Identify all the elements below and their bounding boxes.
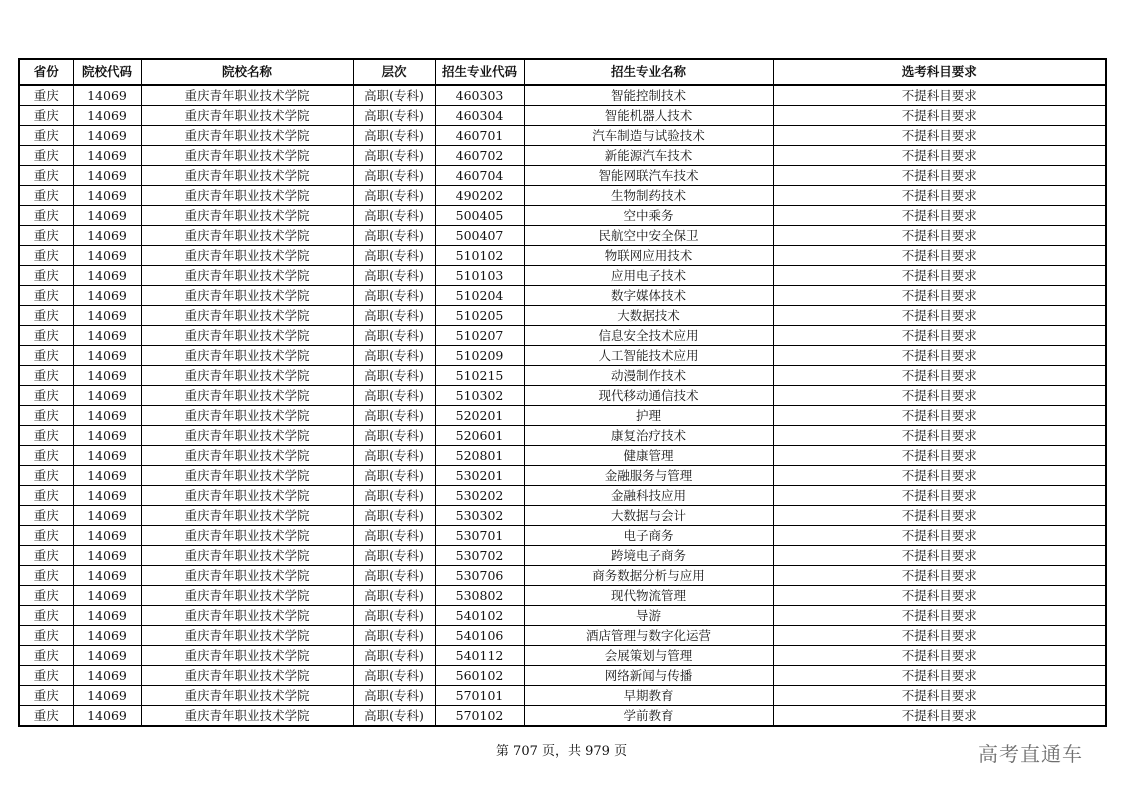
cell-major-name: 动漫制作技术 — [524, 366, 773, 386]
column-header-school-code: 院校代码 — [73, 59, 141, 85]
cell-level: 高职(专科) — [353, 706, 435, 727]
cell-level: 高职(专科) — [353, 266, 435, 286]
column-header-major-name: 招生专业名称 — [524, 59, 773, 85]
cell-major-name: 导游 — [524, 606, 773, 626]
cell-school-name: 重庆青年职业技术学院 — [141, 546, 353, 566]
table-row — [19, 126, 1106, 146]
cell-school-code: 14069 — [73, 486, 141, 506]
cell-major-name: 网络新闻与传播 — [524, 666, 773, 686]
cell-major-name: 金融服务与管理 — [524, 466, 773, 486]
cell-level: 高职(专科) — [353, 85, 435, 106]
cell-school-code: 14069 — [73, 386, 141, 406]
cell-major-name: 大数据与会计 — [524, 506, 773, 526]
cell-major-code: 540112 — [435, 646, 524, 666]
cell-major-name: 智能机器人技术 — [524, 106, 773, 126]
cell-school-code: 14069 — [73, 286, 141, 306]
cell-province: 重庆 — [19, 686, 73, 706]
cell-province: 重庆 — [19, 526, 73, 546]
cell-province: 重庆 — [19, 426, 73, 446]
table-row — [19, 546, 1106, 566]
cell-major-code: 510215 — [435, 366, 524, 386]
cell-major-name: 学前教育 — [524, 706, 773, 727]
cell-subject-requirement: 不提科目要求 — [773, 446, 1106, 466]
cell-province: 重庆 — [19, 706, 73, 727]
column-header-major-code: 招生专业代码 — [435, 59, 524, 85]
cell-school-code: 14069 — [73, 326, 141, 346]
cell-major-name: 汽车制造与试验技术 — [524, 126, 773, 146]
cell-province: 重庆 — [19, 266, 73, 286]
table-row — [19, 606, 1106, 626]
cell-province: 重庆 — [19, 406, 73, 426]
cell-province: 重庆 — [19, 386, 73, 406]
table-row — [19, 186, 1106, 206]
table-row — [19, 646, 1106, 666]
cell-level: 高职(专科) — [353, 126, 435, 146]
cell-level: 高职(专科) — [353, 606, 435, 626]
cell-subject-requirement: 不提科目要求 — [773, 586, 1106, 606]
cell-major-code: 500407 — [435, 226, 524, 246]
table-row — [19, 486, 1106, 506]
cell-province: 重庆 — [19, 166, 73, 186]
cell-province: 重庆 — [19, 466, 73, 486]
table-row — [19, 466, 1106, 486]
cell-province: 重庆 — [19, 646, 73, 666]
header-row — [19, 59, 1106, 85]
cell-school-name: 重庆青年职业技术学院 — [141, 326, 353, 346]
table-row — [19, 446, 1106, 466]
cell-major-name: 物联网应用技术 — [524, 246, 773, 266]
table-row — [19, 426, 1106, 446]
table-row — [19, 626, 1106, 646]
cell-school-name: 重庆青年职业技术学院 — [141, 706, 353, 727]
cell-subject-requirement: 不提科目要求 — [773, 426, 1106, 446]
cell-school-name: 重庆青年职业技术学院 — [141, 206, 353, 226]
cell-school-name: 重庆青年职业技术学院 — [141, 646, 353, 666]
cell-school-code: 14069 — [73, 85, 141, 106]
cell-school-name: 重庆青年职业技术学院 — [141, 386, 353, 406]
cell-school-name: 重庆青年职业技术学院 — [141, 686, 353, 706]
cell-school-name: 重庆青年职业技术学院 — [141, 666, 353, 686]
cell-school-name: 重庆青年职业技术学院 — [141, 166, 353, 186]
cell-school-code: 14069 — [73, 706, 141, 727]
cell-major-name: 生物制药技术 — [524, 186, 773, 206]
cell-major-code: 520601 — [435, 426, 524, 446]
cell-major-name: 早期教育 — [524, 686, 773, 706]
cell-province: 重庆 — [19, 326, 73, 346]
cell-major-code: 510209 — [435, 346, 524, 366]
cell-major-code: 520201 — [435, 406, 524, 426]
cell-level: 高职(专科) — [353, 686, 435, 706]
cell-level: 高职(专科) — [353, 666, 435, 686]
cell-major-code: 510103 — [435, 266, 524, 286]
cell-school-code: 14069 — [73, 206, 141, 226]
cell-major-code: 530706 — [435, 566, 524, 586]
table-row — [19, 266, 1106, 286]
cell-subject-requirement: 不提科目要求 — [773, 126, 1106, 146]
cell-school-code: 14069 — [73, 366, 141, 386]
cell-subject-requirement: 不提科目要求 — [773, 306, 1106, 326]
cell-school-name: 重庆青年职业技术学院 — [141, 446, 353, 466]
cell-subject-requirement: 不提科目要求 — [773, 366, 1106, 386]
cell-province: 重庆 — [19, 306, 73, 326]
cell-subject-requirement: 不提科目要求 — [773, 486, 1106, 506]
cell-subject-requirement: 不提科目要求 — [773, 646, 1106, 666]
cell-level: 高职(专科) — [353, 106, 435, 126]
cell-level: 高职(专科) — [353, 366, 435, 386]
cell-subject-requirement: 不提科目要求 — [773, 346, 1106, 366]
cell-school-code: 14069 — [73, 626, 141, 646]
table-row — [19, 506, 1106, 526]
cell-major-code: 530202 — [435, 486, 524, 506]
cell-major-name: 金融科技应用 — [524, 486, 773, 506]
cell-major-name: 大数据技术 — [524, 306, 773, 326]
cell-province: 重庆 — [19, 446, 73, 466]
cell-major-name: 数字媒体技术 — [524, 286, 773, 306]
cell-school-name: 重庆青年职业技术学院 — [141, 586, 353, 606]
cell-province: 重庆 — [19, 346, 73, 366]
cell-subject-requirement: 不提科目要求 — [773, 506, 1106, 526]
table-row — [19, 326, 1106, 346]
cell-school-code: 14069 — [73, 586, 141, 606]
cell-subject-requirement: 不提科目要求 — [773, 466, 1106, 486]
table-row — [19, 666, 1106, 686]
cell-province: 重庆 — [19, 206, 73, 226]
column-header-subject-requirement: 选考科目要求 — [773, 59, 1106, 85]
cell-major-name: 民航空中安全保卫 — [524, 226, 773, 246]
cell-province: 重庆 — [19, 606, 73, 626]
cell-major-code: 570101 — [435, 686, 524, 706]
table-row — [19, 246, 1106, 266]
cell-level: 高职(专科) — [353, 186, 435, 206]
cell-level: 高职(专科) — [353, 286, 435, 306]
cell-major-name: 酒店管理与数字化运营 — [524, 626, 773, 646]
cell-school-code: 14069 — [73, 506, 141, 526]
cell-subject-requirement: 不提科目要求 — [773, 166, 1106, 186]
admission-table — [18, 58, 1107, 727]
cell-level: 高职(专科) — [353, 146, 435, 166]
cell-school-code: 14069 — [73, 646, 141, 666]
cell-subject-requirement: 不提科目要求 — [773, 286, 1106, 306]
cell-province: 重庆 — [19, 666, 73, 686]
cell-school-code: 14069 — [73, 246, 141, 266]
table-row — [19, 166, 1106, 186]
cell-school-code: 14069 — [73, 526, 141, 546]
cell-province: 重庆 — [19, 586, 73, 606]
cell-subject-requirement: 不提科目要求 — [773, 686, 1106, 706]
cell-major-name: 会展策划与管理 — [524, 646, 773, 666]
cell-province: 重庆 — [19, 566, 73, 586]
page-number: 第 707 页，共 979 页 — [495, 744, 628, 759]
table-row — [19, 566, 1106, 586]
cell-school-name: 重庆青年职业技术学院 — [141, 186, 353, 206]
cell-school-code: 14069 — [73, 686, 141, 706]
cell-major-name: 现代移动通信技术 — [524, 386, 773, 406]
table-row — [19, 686, 1106, 706]
cell-level: 高职(专科) — [353, 326, 435, 346]
cell-subject-requirement: 不提科目要求 — [773, 566, 1106, 586]
cell-major-name: 空中乘务 — [524, 206, 773, 226]
cell-school-name: 重庆青年职业技术学院 — [141, 406, 353, 426]
cell-level: 高职(专科) — [353, 406, 435, 426]
cell-major-name: 应用电子技术 — [524, 266, 773, 286]
cell-subject-requirement: 不提科目要求 — [773, 606, 1106, 626]
cell-school-code: 14069 — [73, 666, 141, 686]
cell-major-code: 530701 — [435, 526, 524, 546]
cell-level: 高职(专科) — [353, 646, 435, 666]
cell-major-name: 信息安全技术应用 — [524, 326, 773, 346]
cell-level: 高职(专科) — [353, 226, 435, 246]
cell-province: 重庆 — [19, 486, 73, 506]
cell-level: 高职(专科) — [353, 526, 435, 546]
cell-major-name: 健康管理 — [524, 446, 773, 466]
table-row — [19, 406, 1106, 426]
cell-level: 高职(专科) — [353, 206, 435, 226]
cell-level: 高职(专科) — [353, 486, 435, 506]
cell-school-code: 14069 — [73, 266, 141, 286]
cell-major-code: 510302 — [435, 386, 524, 406]
cell-major-name: 康复治疗技术 — [524, 426, 773, 446]
cell-school-code: 14069 — [73, 446, 141, 466]
cell-level: 高职(专科) — [353, 386, 435, 406]
cell-level: 高职(专科) — [353, 426, 435, 446]
cell-province: 重庆 — [19, 106, 73, 126]
cell-major-code: 510102 — [435, 246, 524, 266]
cell-major-code: 510205 — [435, 306, 524, 326]
cell-major-name: 护理 — [524, 406, 773, 426]
cell-school-name: 重庆青年职业技术学院 — [141, 266, 353, 286]
cell-subject-requirement: 不提科目要求 — [773, 85, 1106, 106]
cell-school-name: 重庆青年职业技术学院 — [141, 486, 353, 506]
cell-major-name: 商务数据分析与应用 — [524, 566, 773, 586]
cell-major-code: 530201 — [435, 466, 524, 486]
cell-subject-requirement: 不提科目要求 — [773, 386, 1106, 406]
table-row — [19, 306, 1106, 326]
cell-major-name: 人工智能技术应用 — [524, 346, 773, 366]
cell-major-name: 现代物流管理 — [524, 586, 773, 606]
cell-school-code: 14069 — [73, 306, 141, 326]
table-row — [19, 286, 1106, 306]
cell-province: 重庆 — [19, 85, 73, 106]
cell-school-code: 14069 — [73, 426, 141, 446]
cell-province: 重庆 — [19, 286, 73, 306]
cell-province: 重庆 — [19, 546, 73, 566]
cell-school-name: 重庆青年职业技术学院 — [141, 346, 353, 366]
cell-subject-requirement: 不提科目要求 — [773, 706, 1106, 727]
table-header — [19, 59, 1106, 85]
table-row — [19, 85, 1106, 106]
column-header-level: 层次 — [353, 59, 435, 85]
cell-level: 高职(专科) — [353, 346, 435, 366]
cell-major-code: 540106 — [435, 626, 524, 646]
cell-major-name: 智能控制技术 — [524, 85, 773, 106]
cell-major-code: 460304 — [435, 106, 524, 126]
column-header-province: 省份 — [19, 59, 73, 85]
cell-major-code: 460303 — [435, 85, 524, 106]
cell-major-code: 520801 — [435, 446, 524, 466]
cell-school-name: 重庆青年职业技术学院 — [141, 606, 353, 626]
cell-school-code: 14069 — [73, 106, 141, 126]
column-header-school-name: 院校名称 — [141, 59, 353, 85]
table-body — [19, 85, 1106, 726]
cell-school-name: 重庆青年职业技术学院 — [141, 286, 353, 306]
cell-province: 重庆 — [19, 146, 73, 166]
cell-school-code: 14069 — [73, 606, 141, 626]
cell-major-code: 510204 — [435, 286, 524, 306]
cell-school-name: 重庆青年职业技术学院 — [141, 626, 353, 646]
cell-subject-requirement: 不提科目要求 — [773, 546, 1106, 566]
cell-school-code: 14069 — [73, 346, 141, 366]
cell-level: 高职(专科) — [353, 466, 435, 486]
cell-major-code: 490202 — [435, 186, 524, 206]
cell-school-code: 14069 — [73, 226, 141, 246]
cell-province: 重庆 — [19, 126, 73, 146]
watermark-logo: 高考直通车 — [978, 742, 1083, 766]
cell-subject-requirement: 不提科目要求 — [773, 326, 1106, 346]
cell-school-name: 重庆青年职业技术学院 — [141, 306, 353, 326]
cell-school-name: 重庆青年职业技术学院 — [141, 126, 353, 146]
cell-subject-requirement: 不提科目要求 — [773, 226, 1106, 246]
cell-province: 重庆 — [19, 506, 73, 526]
cell-subject-requirement: 不提科目要求 — [773, 206, 1106, 226]
cell-major-code: 510207 — [435, 326, 524, 346]
cell-major-code: 500405 — [435, 206, 524, 226]
cell-school-code: 14069 — [73, 566, 141, 586]
cell-school-code: 14069 — [73, 146, 141, 166]
cell-major-code: 560102 — [435, 666, 524, 686]
cell-level: 高职(专科) — [353, 506, 435, 526]
cell-major-name: 智能网联汽车技术 — [524, 166, 773, 186]
cell-province: 重庆 — [19, 226, 73, 246]
table-row — [19, 146, 1106, 166]
cell-level: 高职(专科) — [353, 446, 435, 466]
cell-school-name: 重庆青年职业技术学院 — [141, 466, 353, 486]
cell-level: 高职(专科) — [353, 306, 435, 326]
cell-major-code: 460702 — [435, 146, 524, 166]
cell-major-code: 530702 — [435, 546, 524, 566]
cell-subject-requirement: 不提科目要求 — [773, 266, 1106, 286]
cell-province: 重庆 — [19, 246, 73, 266]
cell-school-code: 14069 — [73, 126, 141, 146]
cell-school-name: 重庆青年职业技术学院 — [141, 146, 353, 166]
cell-level: 高职(专科) — [353, 246, 435, 266]
cell-school-name: 重庆青年职业技术学院 — [141, 506, 353, 526]
cell-level: 高职(专科) — [353, 626, 435, 646]
cell-province: 重庆 — [19, 186, 73, 206]
cell-major-code: 530802 — [435, 586, 524, 606]
cell-subject-requirement: 不提科目要求 — [773, 526, 1106, 546]
cell-subject-requirement: 不提科目要求 — [773, 246, 1106, 266]
cell-school-code: 14069 — [73, 186, 141, 206]
table-row — [19, 206, 1106, 226]
cell-school-name: 重庆青年职业技术学院 — [141, 226, 353, 246]
cell-school-name: 重庆青年职业技术学院 — [141, 426, 353, 446]
table-row — [19, 106, 1106, 126]
cell-level: 高职(专科) — [353, 166, 435, 186]
cell-subject-requirement: 不提科目要求 — [773, 626, 1106, 646]
table-row — [19, 386, 1106, 406]
cell-major-name: 电子商务 — [524, 526, 773, 546]
cell-level: 高职(专科) — [353, 546, 435, 566]
cell-major-code: 460704 — [435, 166, 524, 186]
cell-level: 高职(专科) — [353, 586, 435, 606]
cell-school-name: 重庆青年职业技术学院 — [141, 366, 353, 386]
cell-subject-requirement: 不提科目要求 — [773, 666, 1106, 686]
cell-school-code: 14069 — [73, 406, 141, 426]
cell-school-name: 重庆青年职业技术学院 — [141, 85, 353, 106]
cell-school-code: 14069 — [73, 166, 141, 186]
cell-major-code: 530302 — [435, 506, 524, 526]
cell-school-name: 重庆青年职业技术学院 — [141, 566, 353, 586]
cell-school-code: 14069 — [73, 466, 141, 486]
cell-major-name: 新能源汽车技术 — [524, 146, 773, 166]
cell-province: 重庆 — [19, 626, 73, 646]
cell-school-name: 重庆青年职业技术学院 — [141, 526, 353, 546]
cell-school-name: 重庆青年职业技术学院 — [141, 246, 353, 266]
cell-school-code: 14069 — [73, 546, 141, 566]
table-row — [19, 526, 1106, 546]
cell-major-code: 540102 — [435, 606, 524, 626]
table-row — [19, 706, 1106, 727]
cell-subject-requirement: 不提科目要求 — [773, 406, 1106, 426]
table-row — [19, 346, 1106, 366]
cell-major-code: 570102 — [435, 706, 524, 727]
cell-subject-requirement: 不提科目要求 — [773, 186, 1106, 206]
cell-subject-requirement: 不提科目要求 — [773, 106, 1106, 126]
cell-subject-requirement: 不提科目要求 — [773, 146, 1106, 166]
table-row — [19, 226, 1106, 246]
table-row — [19, 366, 1106, 386]
cell-province: 重庆 — [19, 366, 73, 386]
cell-level: 高职(专科) — [353, 566, 435, 586]
cell-major-name: 跨境电子商务 — [524, 546, 773, 566]
table-row — [19, 586, 1106, 606]
cell-major-code: 460701 — [435, 126, 524, 146]
cell-school-name: 重庆青年职业技术学院 — [141, 106, 353, 126]
